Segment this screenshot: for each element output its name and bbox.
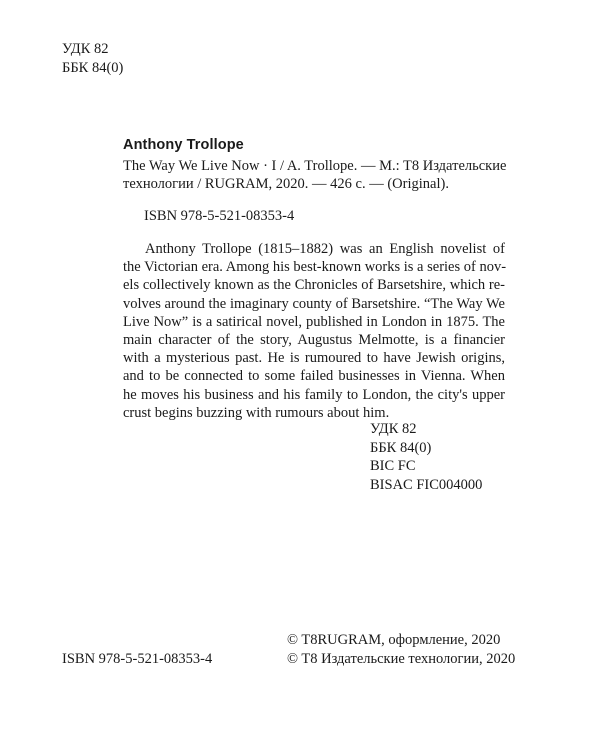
abstract-line: volves around the imaginary county of Barsetshire. “The Way We — [123, 295, 505, 312]
bisac-code: BISAC FIC004000 — [370, 476, 483, 493]
copyright-notice — [287, 631, 515, 669]
abstract-line: els collectively known as the Chronicles of Barsetshire, which re- — [123, 277, 505, 294]
abstract-line: he moves his business and his family to London, the city's upper — [123, 386, 505, 403]
abstract-line: with a mysterious past. He is rumoured to have Jewish origins, — [123, 350, 505, 367]
classification-codes-right — [370, 420, 482, 494]
udk-code: УДК 82 — [370, 421, 417, 437]
abstract-line: Live Now” is a satirical novel, published in London in 1875. The — [123, 313, 505, 330]
abstract — [123, 240, 505, 422]
copyright-line-2: © T8 Издательские технологии, 2020 — [287, 651, 516, 667]
abstract-line: the Victorian era. Among his best-known works is a series of nov- — [123, 259, 507, 276]
bbk-code: ББК 84(0) — [370, 439, 432, 456]
abstract-line: and to be connected to some failed businesses in Vienna. When — [123, 368, 505, 385]
bibliographic-line-2: технологии / RUGRAM, 2020. — 426 с. — (Original). — [123, 176, 449, 192]
isbn-bottom: ISBN 978-5-521-08353-4 — [62, 651, 213, 667]
bibliographic-line-1: The Way We Live Now · I / A. Trollope. — M.: T8 Издательские — [123, 158, 507, 174]
copyright-line-1: © T8RUGRAM, оформление, 2020 — [287, 632, 501, 648]
abstract-line: crust begins buzzing with rumours about him. — [123, 404, 390, 421]
bbk-code: ББК 84(0) — [62, 60, 124, 76]
classification-codes-top — [62, 40, 123, 78]
bibliographic-record — [123, 157, 505, 193]
abstract-line: Anthony Trollope (1815–1882) was an English novelist of — [145, 241, 505, 257]
abstract-line: main character of the story, Augustus Melmotte, is a financier — [123, 332, 505, 349]
udk-code: УДК 82 — [62, 41, 109, 57]
author-name: Anthony Trollope — [123, 137, 244, 153]
bic-code: BIC FC — [370, 458, 416, 475]
isbn-main: ISBN 978-5-521-08353-4 — [144, 208, 295, 224]
